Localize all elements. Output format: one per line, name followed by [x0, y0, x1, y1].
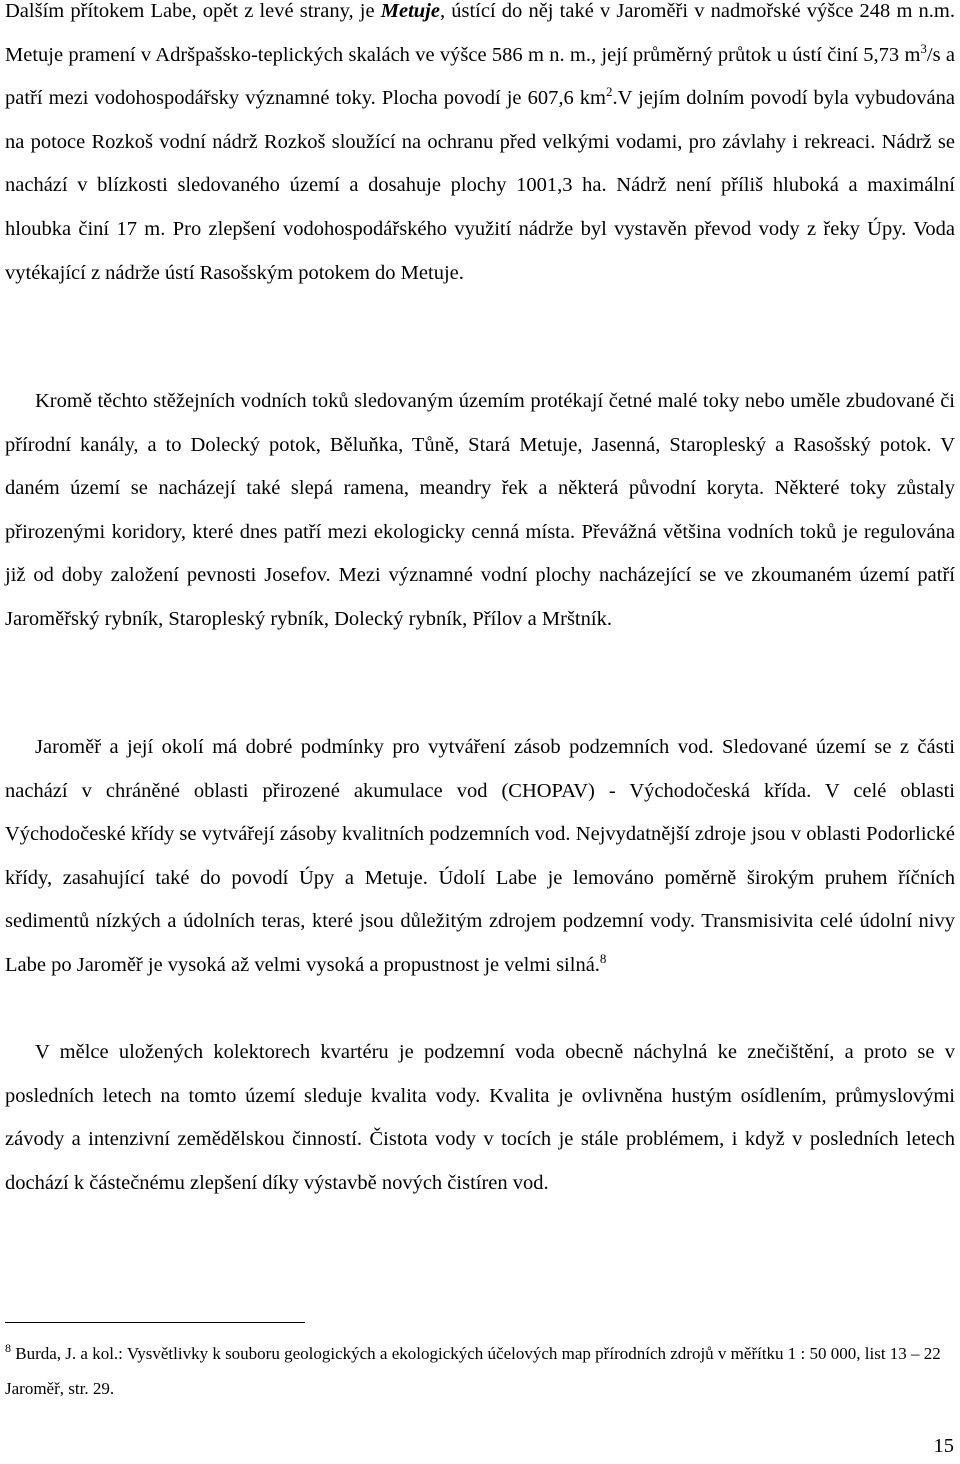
superscript: 3: [920, 40, 927, 56]
paragraph-text: /s a patří mezi vodohospodářsky významné toky. Plocha povodí je 607,6 km: [5, 43, 955, 110]
footnote-separator: [5, 1322, 305, 1323]
paragraph-text: Dalším přítokem Labe, opět z levé strany, je: [5, 0, 381, 22]
footnote: [5, 1336, 955, 1406]
page-number: 15: [933, 1435, 954, 1457]
paragraph-text: .V jejím dolním povodí byla vybudována na potoce Rozkoš vodní nádrž Rozkoš sloužící na ochranu před velkými vodami, pro závlahy i rekreaci. Nádrž se nachází v blízkosti sledovaného území a dosahuje plochy 1001,3 ha. Nádrž není příliš hluboká a maximální hloubka činí 17 m. Pro zlepšení vodohospodářského využití nádrže byl vystavěn převod vody z řeky Úpy. Voda vytékající z nádrže ústí Rasošským potokem do Metuje.: [5, 87, 956, 284]
paragraph-text: Kromě těchto stěžejních vodních toků sledovaným územím protékají četné malé toky nebo uměle zbudované či přírodní kanály, a to Dolecký potok, Běluňka, Tůně, Stará Metuje, Jasenná, Staropleský a Rasošský potok. V daném území se nacházejí také slepá ramena, meandry řek a některá původní koryta. Některé toky zůstaly přirozenými koridory, které dnes patří mezi ekologicky cenná místa. Převážná většina vodních toků je regulována již od doby založení pevnosti Josefov. Mezi významné vodní plochy nacházející se ve zkoumaném území patří Jaroměřský rybník, Staropleský rybník, Dolecký rybník, Přílov a Mrštník.: [5, 390, 955, 630]
river-name-emphasis: Metuje: [380, 0, 440, 22]
paragraph-water-quality: [5, 1031, 955, 1205]
paragraph-small-streams: [5, 380, 955, 642]
paragraph-groundwater: [5, 726, 955, 988]
superscript: 2: [605, 84, 613, 100]
footnote-text: Burda, J. a kol.: Vysvětlivky k souboru geologických a ekologických účelových map přírodních zdrojů v měřítku 1 : 50 000, list 13 – 22 Jaroměř, str. 29.: [5, 1344, 941, 1398]
paragraph-text: , ústící do něj také v Jaroměři v nadmořské výšce 248 m n.m. Metuje pramení v Adršpašsko-teplických skalách ve výšce 586 m n. m., její průměrný průtok u ústí činí 5,73 m: [5, 0, 955, 66]
paragraph-text: Jaroměř a její okolí má dobré podmínky pro vytváření zásob podzemních vod. Sledované území se z části nachází v chráněné oblasti přirozené akumulace vod (CHOPAV) - Východočeská křída. V celé oblasti Východočeské křídy se vytvářejí zásoby kvalitních podzemních vod. Nejvydatnější zdroje jsou v oblasti Podorlické křídy, zasahující také do povodí Úpy a Metuje. Údolí Labe je lemováno poměrně širokým pruhem říčních sedimentů nízkých a údolních teras, které jsou důležitým zdrojem podzemní vody. Transmisivita celé údolní nivy Labe po Jaroměř je vysoká až velmi vysoká a propustnost je velmi silná.: [5, 736, 955, 976]
footnote-reference[interactable]: 8: [599, 950, 607, 966]
paragraph-metuje: [5, 0, 955, 295]
paragraph-text: V mělce uložených kolektorech kvartéru je podzemní voda obecně náchylná ke znečištění, a proto se v posledních letech na tomto území sleduje kvalita vody. Kvalita je ovlivněna hustým osídlením, průmyslovými závody a intenzivní zemědělskou činností. Čistota vody v tocích je stále problémem, i když v posledních letech dochází k částečnému zlepšení díky výstavbě nových čistíren vod.: [5, 1041, 955, 1194]
footnote-number: 8: [5, 1341, 11, 1355]
